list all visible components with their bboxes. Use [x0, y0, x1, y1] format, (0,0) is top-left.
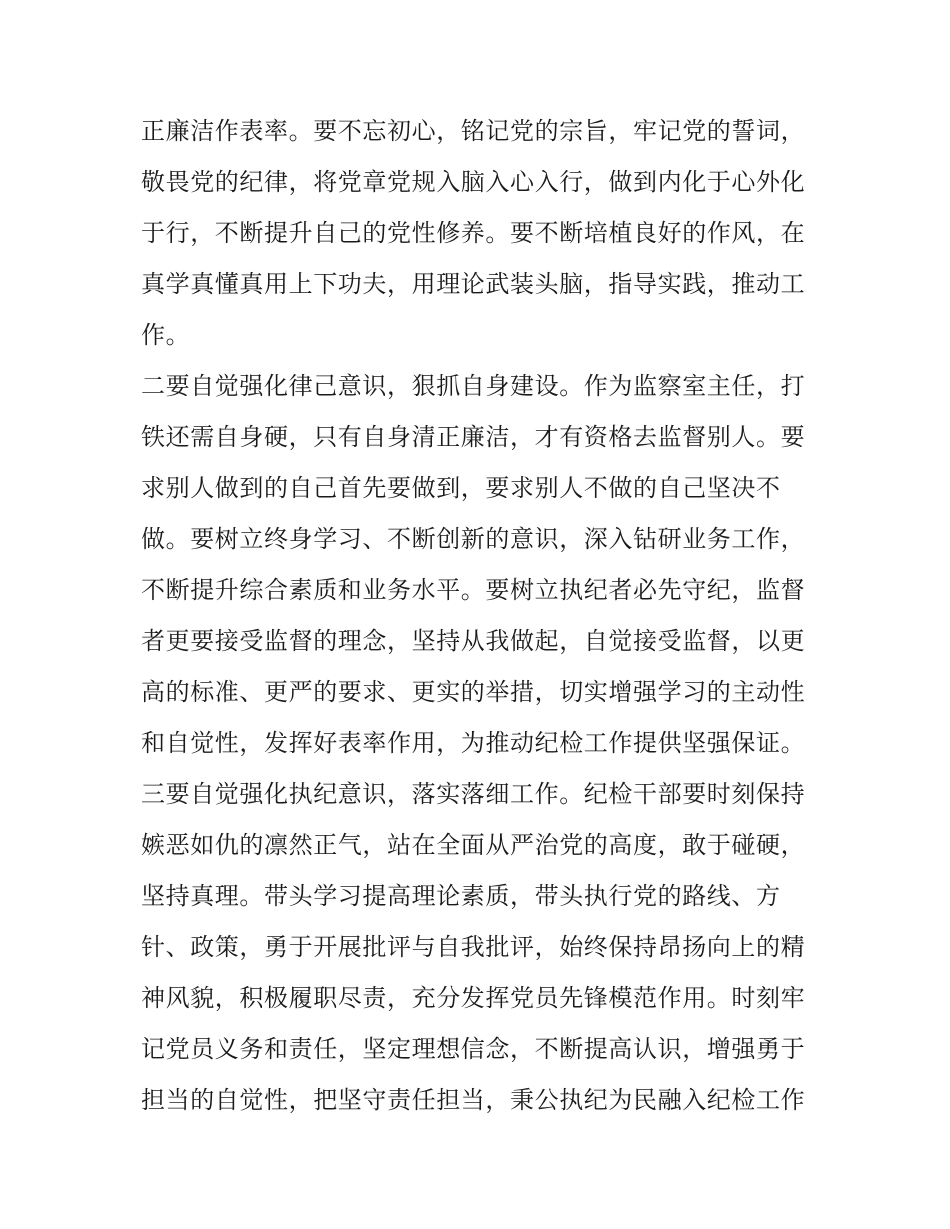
text-line: 铁还需自身硬，只有自身清正廉洁，才有资格去监督别人。要 [141, 423, 806, 451]
text-line: 嫉恶如仇的凛然正气，站在全面从严治党的高度，敢于碰硬， [141, 831, 806, 859]
text-line: 正廉洁作表率。要不忘初心，铭记党的宗旨，牢记党的誓词， [141, 117, 806, 145]
text-line: 针、政策，勇于开展批评与自我批评，始终保持昂扬向上的精 [141, 933, 806, 961]
text-line: 敬畏党的纪律，将党章党规入脑入心入行，做到内化于心外化 [141, 168, 806, 196]
text-line: 者更要接受监督的理念，坚持从我做起，自觉接受监督，以更 [141, 627, 806, 655]
text-line: 神风貌，积极履职尽责，充分发挥党员先锋模范作用。时刻牢 [141, 984, 806, 1012]
text-line: 做。要树立终身学习、不断创新的意识，深入钻研业务工作， [141, 525, 806, 553]
text-line: 和自觉性，发挥好表率作用，为推动纪检工作提供坚强保证。 [141, 729, 806, 757]
text-line: 于行，不断提升自己的党性修养。要不断培植良好的作风，在 [141, 219, 806, 247]
text-line: 真学真懂真用上下功夫，用理论武装头脑，指导实践，推动工 [141, 270, 806, 298]
text-line: 二要自觉强化律己意识，狠抓自身建设。作为监察室主任，打 [141, 372, 806, 400]
body-text [141, 106, 813, 1126]
text-line: 坚持真理。带头学习提高理论素质，带头执行党的路线、方 [141, 882, 781, 910]
text-line: 三要自觉强化执纪意识，落实落细工作。纪检干部要时刻保持 [141, 780, 806, 808]
text-line: 记党员义务和责任，坚定理想信念，不断提高认识，增强勇于 [141, 1035, 806, 1063]
text-line: 高的标准、更严的要求、更实的举措，切实增强学习的主动性 [141, 678, 806, 706]
text-line: 求别人做到的自己首先要做到，要求别人不做的自己坚决不 [141, 474, 781, 502]
text-line: 担当的自觉性，把坚守责任担当，秉公执纪为民融入纪检工作 [141, 1086, 806, 1114]
text-line: 不断提升综合素质和业务水平。要树立执纪者必先守纪，监督 [141, 576, 806, 604]
text-line: 作。 [141, 321, 191, 349]
